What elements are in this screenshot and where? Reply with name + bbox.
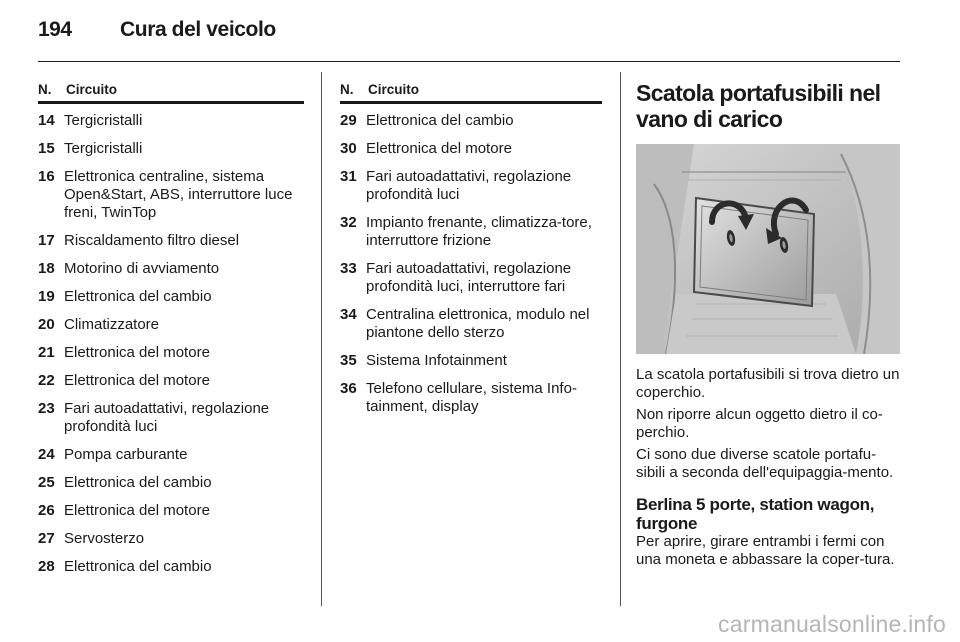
fuse-number: 20 (38, 316, 55, 333)
fuse-number: 29 (340, 112, 357, 129)
circuit-text: Fari autoadattativi, regolazione profondità luci (366, 168, 572, 203)
fuse-number: 14 (38, 112, 55, 129)
table-row (38, 168, 304, 222)
table-header-number: N. (340, 82, 354, 97)
section-title: Scatola portafusibili nel vano di carico (636, 80, 881, 132)
table-header (340, 80, 602, 104)
fuse-number: 22 (38, 372, 55, 389)
fuse-number: 35 (340, 352, 357, 369)
circuit-text: Elettronica del cambio (64, 288, 212, 305)
circuit-text: Tergicristalli (64, 112, 143, 129)
circuit-text: Elettronica centraline, sistema Open&Start, ABS, interruttore luce freni, TwinTop (64, 168, 293, 221)
fuse-number: 21 (38, 344, 55, 361)
table-row (340, 112, 602, 130)
circuit-text: Fari autoadattativi, regolazione profondità luci, interruttore fari (366, 260, 572, 295)
fuse-number: 17 (38, 232, 55, 249)
circuit-text: Climatizzatore (64, 316, 160, 333)
table-row (340, 380, 602, 416)
fuse-number: 23 (38, 400, 55, 417)
table-header (38, 80, 304, 104)
fuse-list (38, 112, 304, 576)
circuit-text: Centralina elettronica, modulo nel piantone dello sterzo (366, 306, 590, 341)
fuse-number: 30 (340, 140, 357, 157)
column-divider (620, 72, 621, 606)
circuit-text: Telefono cellulare, sistema Info-tainment, display (366, 380, 577, 415)
cargo-fusebox-illustration (636, 144, 900, 354)
circuit-text: Elettronica del motore (64, 502, 210, 519)
circuit-text: Riscaldamento filtro diesel (64, 232, 240, 249)
fuse-box-section (636, 80, 902, 569)
paragraph: Per aprire, girare entrambi i fermi con una moneta e abbassare la coper-tura. (636, 533, 895, 568)
paragraph: Ci sono due diverse scatole portafu-sibili a seconda dell'equipaggia-mento. (636, 446, 894, 481)
table-row (38, 316, 304, 334)
table-row (38, 530, 304, 548)
table-row (38, 140, 304, 158)
table-row (38, 558, 304, 576)
table-row (340, 214, 602, 250)
fuse-number: 24 (38, 446, 55, 463)
fuse-number: 15 (38, 140, 55, 157)
fuse-number: 18 (38, 260, 55, 277)
fuse-number: 16 (38, 168, 55, 185)
table-row (38, 400, 304, 436)
paragraph: La scatola portafusibili si trova dietro un coperchio. (636, 366, 900, 401)
header-divider (38, 61, 900, 62)
fuse-number: 34 (340, 306, 357, 323)
table-row (340, 168, 602, 204)
table-row (38, 260, 304, 278)
table-row (340, 352, 602, 370)
page-number: 194 (38, 18, 72, 41)
watermark: carmanualsonline.info (718, 611, 946, 637)
circuit-text: Fari autoadattativi, regolazione profondità luci (64, 400, 270, 435)
fuse-number: 31 (340, 168, 357, 185)
page-title: Cura del veicolo (120, 18, 276, 41)
table-row (340, 140, 602, 158)
table-row (38, 474, 304, 492)
circuit-text: Sistema Infotainment (366, 352, 507, 369)
circuit-text: Tergicristalli (64, 140, 143, 157)
table-row (38, 288, 304, 306)
circuit-text: Motorino di avviamento (64, 260, 220, 277)
subheading: Berlina 5 porte, station wagon, furgone (636, 495, 875, 533)
table-row (340, 260, 602, 296)
fuse-number: 19 (38, 288, 55, 305)
fuse-table-column-2 (340, 80, 602, 426)
fuse-number: 36 (340, 380, 357, 397)
fuse-number: 27 (38, 530, 55, 547)
table-row (38, 112, 304, 130)
table-header-number: N. (38, 82, 52, 97)
column-divider (321, 72, 322, 606)
circuit-text: Elettronica del motore (64, 344, 210, 361)
circuit-text: Elettronica del cambio (366, 112, 514, 129)
table-row (38, 372, 304, 390)
circuit-text: Impianto frenante, climatizza-tore, interruttore frizione (366, 214, 592, 249)
fuse-number: 33 (340, 260, 357, 277)
circuit-text: Elettronica del cambio (64, 558, 212, 575)
fuse-number: 28 (38, 558, 55, 575)
table-row (38, 446, 304, 464)
table-row (38, 344, 304, 362)
table-header-circuit: Circuito (66, 82, 118, 97)
circuit-text: Servosterzo (64, 530, 145, 547)
fuse-number: 25 (38, 474, 55, 491)
circuit-text: Pompa carburante (64, 446, 188, 463)
table-row (38, 232, 304, 250)
fuse-list (340, 112, 602, 416)
circuit-text: Elettronica del motore (64, 372, 210, 389)
fuse-number: 32 (340, 214, 357, 231)
fuse-number: 26 (38, 502, 55, 519)
fuse-table-column-1 (38, 80, 304, 586)
table-row (38, 502, 304, 520)
table-row (340, 306, 602, 342)
paragraph: Non riporre alcun oggetto dietro il co-perchio. (636, 406, 883, 441)
circuit-text: Elettronica del motore (366, 140, 512, 157)
circuit-text: Elettronica del cambio (64, 474, 212, 491)
table-header-circuit: Circuito (368, 82, 420, 97)
